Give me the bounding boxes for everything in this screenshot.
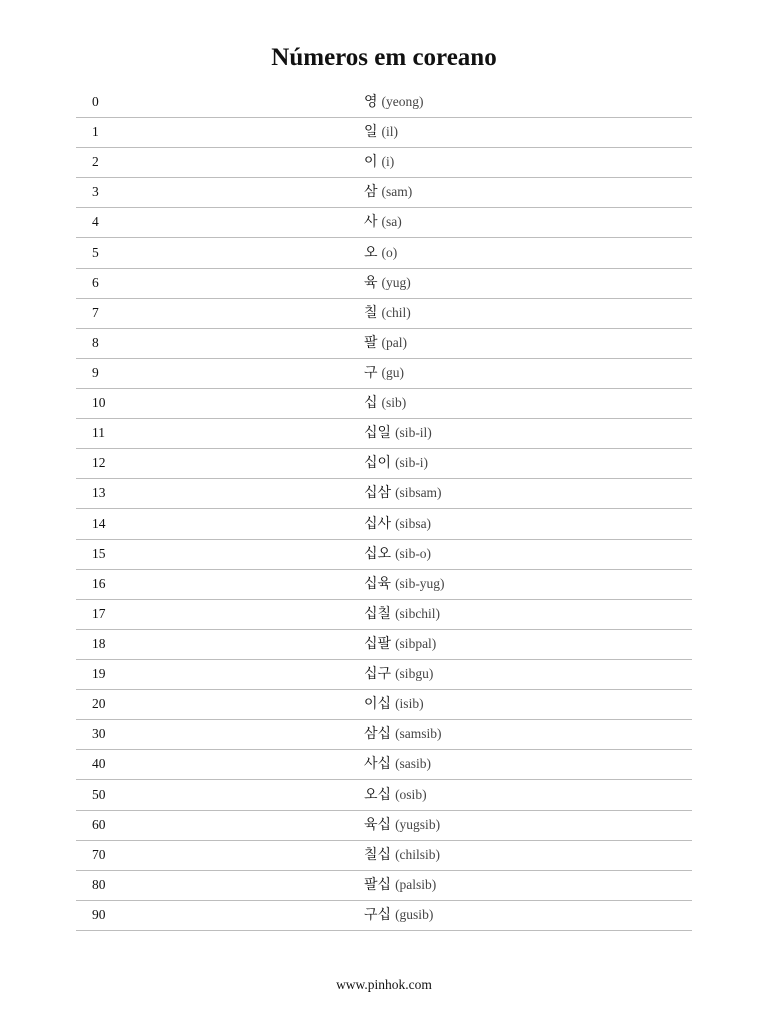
romanization-text: (sibgu)	[395, 666, 434, 682]
table-row	[76, 570, 692, 600]
korean-word-cell	[364, 546, 431, 562]
number-cell: 13	[92, 485, 106, 501]
korean-word-cell	[364, 124, 398, 140]
korean-word-cell	[364, 516, 431, 532]
number-cell: 60	[92, 816, 106, 832]
footer-url: www.pinhok.com	[336, 977, 432, 992]
korean-word-cell	[364, 365, 404, 381]
romanization-text: (yeong)	[381, 94, 424, 109]
table-row	[76, 419, 692, 449]
korean-word-cell	[364, 726, 442, 742]
romanization-text: (yugsib)	[395, 816, 441, 832]
table-row	[76, 359, 692, 389]
number-cell: 70	[92, 846, 106, 862]
number-cell: 12	[92, 455, 106, 471]
korean-word-cell	[364, 606, 440, 622]
hangul-text: 십칠	[364, 605, 392, 622]
korean-word-cell	[364, 275, 411, 291]
table-row	[76, 841, 692, 871]
hangul-text: 십이	[364, 455, 392, 472]
table-row	[76, 811, 692, 841]
romanization-text: (pal)	[381, 334, 408, 350]
romanization-text: (isib)	[395, 696, 424, 712]
korean-word-cell	[364, 395, 406, 411]
romanization-text: (samsib)	[395, 726, 442, 742]
hangul-text: 사십	[364, 756, 392, 773]
hangul-text: 십구	[364, 666, 392, 683]
table-row	[76, 781, 692, 811]
romanization-text: (sasib)	[395, 756, 432, 772]
korean-word-cell	[364, 214, 402, 230]
hangul-text: 오	[364, 244, 378, 261]
number-cell: 20	[92, 696, 106, 712]
romanization-text: (i)	[381, 154, 395, 170]
number-cell: 40	[92, 756, 106, 772]
hangul-text: 영	[364, 94, 378, 110]
number-cell: 15	[92, 545, 106, 561]
hangul-text: 육	[364, 274, 378, 291]
number-cell: 5	[92, 244, 99, 260]
hangul-text: 팔	[364, 334, 378, 351]
romanization-text: (sibpal)	[395, 635, 437, 651]
table-row	[76, 208, 692, 238]
korean-word-cell	[364, 847, 440, 863]
number-cell: 8	[92, 334, 99, 350]
hangul-text: 십오	[364, 545, 392, 562]
hangul-text: 이십	[364, 696, 392, 713]
table-row	[76, 750, 692, 780]
number-cell: 1	[92, 124, 99, 140]
korean-word-cell	[364, 696, 424, 712]
number-cell: 6	[92, 274, 99, 290]
romanization-text: (sib-il)	[395, 425, 432, 441]
romanization-text: (sib-o)	[395, 545, 432, 561]
table-row	[76, 299, 692, 329]
number-cell: 80	[92, 876, 106, 892]
romanization-text: (sibsam)	[395, 485, 442, 501]
number-cell: 3	[92, 184, 99, 200]
romanization-text: (gu)	[381, 364, 405, 380]
hangul-text: 구십	[364, 906, 392, 923]
table-row	[76, 690, 692, 720]
hangul-text: 오십	[364, 786, 392, 803]
korean-word-cell	[364, 335, 407, 351]
number-cell: 17	[92, 605, 106, 621]
romanization-text: (sib-i)	[395, 455, 429, 471]
number-cell: 2	[92, 154, 99, 170]
hangul-text: 십	[364, 395, 378, 412]
romanization-text: (sibsa)	[395, 515, 432, 531]
table-row	[76, 389, 692, 419]
hangul-text: 육십	[364, 816, 392, 833]
romanization-text: (o)	[381, 244, 398, 260]
table-row	[76, 600, 692, 630]
korean-word-cell	[364, 636, 436, 652]
korean-word-cell	[364, 787, 427, 803]
table-row	[76, 630, 692, 660]
hangul-text: 십삼	[364, 485, 392, 502]
korean-word-cell	[364, 305, 411, 321]
korean-word-cell	[364, 485, 442, 501]
romanization-text: (osib)	[395, 786, 427, 802]
number-cell: 18	[92, 635, 106, 651]
table-row	[76, 88, 692, 118]
number-cell: 30	[92, 726, 106, 742]
hangul-text: 일	[364, 124, 378, 141]
table-row	[76, 329, 692, 359]
hangul-text: 십육	[364, 575, 392, 592]
korean-word-cell	[364, 907, 433, 923]
romanization-text: (gusib)	[395, 906, 434, 922]
korean-word-cell	[364, 666, 433, 682]
korean-word-cell	[364, 455, 428, 471]
table-row	[76, 540, 692, 570]
romanization-text: (chil)	[381, 304, 411, 320]
korean-word-cell	[364, 877, 436, 893]
number-cell: 9	[92, 364, 99, 380]
page-title: Números em coreano	[271, 44, 497, 71]
hangul-text: 십사	[364, 515, 392, 532]
number-cell: 4	[92, 214, 99, 230]
table-row	[76, 871, 692, 901]
hangul-text: 십팔	[364, 635, 392, 652]
table-row	[76, 901, 692, 931]
table-row	[76, 720, 692, 750]
table-row	[76, 660, 692, 690]
number-cell: 11	[92, 425, 105, 441]
romanization-text: (sa)	[381, 214, 402, 230]
number-cell: 50	[92, 786, 106, 802]
korean-word-cell	[364, 425, 432, 441]
hangul-text: 십일	[364, 425, 392, 442]
romanization-text: (il)	[381, 124, 399, 140]
table-row	[76, 479, 692, 509]
number-cell: 0	[92, 94, 99, 109]
number-cell: 19	[92, 666, 106, 682]
korean-word-cell	[364, 94, 424, 110]
romanization-text: (yug)	[381, 274, 411, 290]
hangul-text: 이	[364, 154, 378, 171]
romanization-text: (sib)	[381, 395, 407, 411]
hangul-text: 사	[364, 214, 378, 231]
romanization-text: (palsib)	[395, 876, 437, 892]
korean-word-cell	[364, 154, 394, 170]
korean-word-cell	[364, 817, 440, 833]
table-row	[76, 148, 692, 178]
table-row	[76, 510, 692, 540]
romanization-text: (chilsib)	[395, 846, 441, 862]
table-row	[76, 239, 692, 269]
korean-word-cell	[364, 576, 445, 592]
hangul-text: 칠십	[364, 846, 392, 863]
korean-word-cell	[364, 756, 431, 772]
korean-word-cell	[364, 245, 397, 261]
romanization-text: (sibchil)	[395, 605, 441, 621]
table-row	[76, 269, 692, 299]
number-cell: 10	[92, 395, 106, 411]
romanization-text: (sam)	[381, 184, 413, 200]
table-row	[76, 449, 692, 479]
table-row	[76, 118, 692, 148]
hangul-text: 칠	[364, 304, 378, 321]
korean-word-cell	[364, 184, 412, 200]
number-cell: 16	[92, 575, 106, 591]
number-cell: 14	[92, 515, 106, 531]
number-cell: 7	[92, 304, 99, 320]
hangul-text: 삼십	[364, 726, 392, 743]
number-table	[76, 88, 692, 931]
table-row	[76, 178, 692, 208]
number-cell: 90	[92, 906, 106, 922]
hangul-text: 삼	[364, 184, 378, 201]
hangul-text: 팔십	[364, 876, 392, 893]
romanization-text: (sib-yug)	[395, 575, 445, 591]
hangul-text: 구	[364, 364, 378, 381]
